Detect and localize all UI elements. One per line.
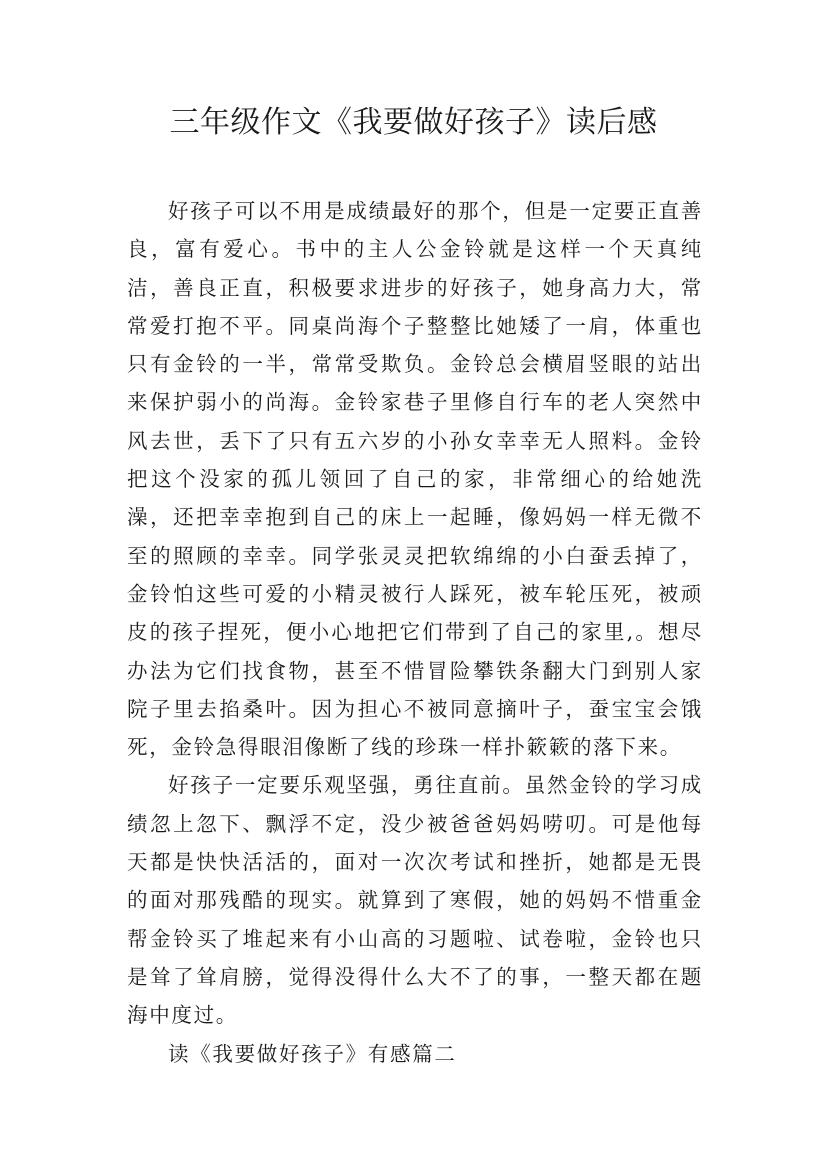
document-body — [127, 192, 703, 1073]
document-title: 三年级作文《我要做好孩子》读后感 — [169, 105, 658, 140]
paragraph-1: 好孩子可以不用是成绩最好的那个，但是一定要正直善良，富有爱心。书中的主人公金铃就是这样一个天真纯洁，善良正直，积极要求进步的好孩子，她身高力大，常常爱打抱不平。同桌尚海个子整整比她矮了一肩，体重也只有金铃的一半，常常受欺负。金铃总会横眉竖眼的站出来保护弱小的尚海。金铃家巷子里修自行车的老人突然中风去世，丢下了只有五六岁的小孙女幸幸无人照料。金铃把这个没家的孤儿领回了自己的家，非常细心的给她洗澡，还把幸幸抱到自己的床上一起睡，像妈妈一样无微不至的照顾的幸幸。同学张灵灵把软绵绵的小白蚕丢掉了，金铃怕这些可爱的小精灵被行人踩死，被车轮压死，被顽皮的孩子捏死，便小心地把它们带到了自己的家里,。想尽办法为它们找食物，甚至不惜冒险攀铁条翻大门到别人家院子里去掐桑叶。因为担心不被同意摘叶子，蚕宝宝会饿死，金铃急得眼泪像断了线的珍珠一样扑簌簌的落下来。 — [127, 199, 703, 760]
paragraph-3-heading: 读《我要做好孩子》有感篇二 — [168, 1041, 457, 1066]
paragraph-2: 好孩子一定要乐观坚强，勇往直前。虽然金铃的学习成绩忽上忽下、飘浮不定，没少被爸爸妈妈唠叨。可是他每天都是快快活活的，面对一次次考试和挫折，她都是无畏的面对那残酷的现实。就算到了寒假，她的妈妈不惜重金帮金铃买了堆起来有小山高的习题啦、试卷啦，金铃也只是耸了耸肩膀，觉得没得什么大不了的事，一整天都在题海中度过。 — [127, 773, 703, 1028]
